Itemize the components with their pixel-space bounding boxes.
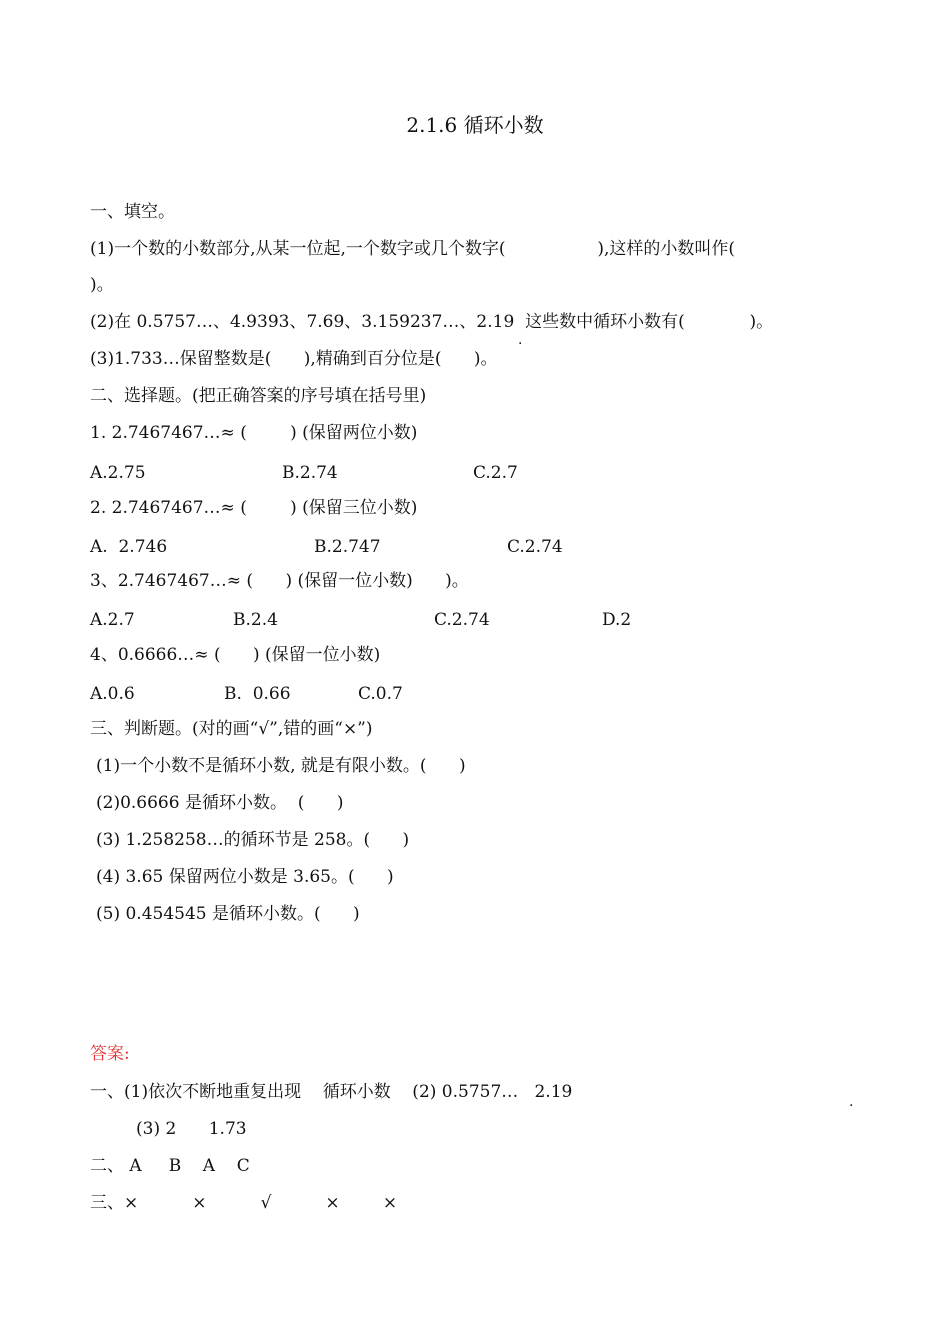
answer-section-1-line-1: 一、(1)依次不断地重复出现 循环小数 (2) 0.5757… 2.19 bbox=[90, 1082, 573, 1102]
answer-section-2: 二、 A B A C bbox=[90, 1156, 250, 1176]
s2-q1-option-b: B.2.74 bbox=[282, 463, 338, 483]
s2-q1-option-a: A.2.75 bbox=[90, 463, 146, 483]
s2-question-1: 1. 2.7467467…≈ ( ) (保留两位小数) bbox=[90, 423, 418, 443]
s3-item-5: (5) 0.454545 是循环小数。( ) bbox=[96, 904, 360, 924]
s1-question-1-line-1: (1)一个数的小数部分,从某一位起,一个数字或几个数字( ),这样的小数叫作( bbox=[90, 239, 736, 259]
s2-q4-option-c: C.0.7 bbox=[358, 684, 403, 704]
s2-q3-option-b: B.2.4 bbox=[233, 610, 278, 630]
s1-question-1-line-2: )。 bbox=[90, 275, 114, 295]
stray-dot-mark: . bbox=[849, 1094, 854, 1110]
s2-q4-option-a: A.0.6 bbox=[90, 684, 135, 704]
s2-q3-option-a: A.2.7 bbox=[90, 610, 135, 630]
s1-question-3: (3)1.733…保留整数是( ),精确到百分位是( )。 bbox=[90, 349, 498, 369]
s2-q4-option-b: B. 0.66 bbox=[224, 684, 291, 704]
s2-question-4: 4、0.6666…≈ ( ) (保留一位小数) bbox=[90, 645, 381, 665]
s2-question-3: 3、2.7467467…≈ ( ) (保留一位小数) )。 bbox=[90, 571, 469, 591]
s3-item-3: (3) 1.258258…的循环节是 258。( ) bbox=[96, 830, 410, 850]
s2-q3-option-c: C.2.74 bbox=[434, 610, 490, 630]
s2-q2-option-c: C.2.74 bbox=[507, 537, 563, 557]
s3-item-1: (1)一个小数不是循环小数, 就是有限小数。( ) bbox=[96, 756, 466, 776]
section-3-heading: 三、判断题。(对的画“√”,错的画“×”) bbox=[90, 719, 373, 739]
s3-item-2: (2)0.6666 是循环小数。 ( ) bbox=[96, 793, 344, 813]
s3-item-4: (4) 3.65 保留两位小数是 3.65。( ) bbox=[96, 867, 394, 887]
page-title: 2.1.6 循环小数 bbox=[406, 113, 544, 137]
answers-heading: 答案: bbox=[90, 1044, 130, 1064]
s2-q2-option-b: B.2.747 bbox=[314, 537, 381, 557]
answer-section-1-line-2: (3) 2 1.73 bbox=[136, 1119, 247, 1139]
s2-q1-option-c: C.2.7 bbox=[473, 463, 518, 483]
s1-question-2: (2)在 0.5757…、4.9393、7.69、3.159237…、2.19 这些数中循环小数有( )。 bbox=[90, 312, 774, 332]
repeating-dot-mark: · bbox=[518, 336, 523, 352]
s2-q3-option-d: D.2 bbox=[602, 610, 632, 630]
section-2-heading: 二、选择题。(把正确答案的序号填在括号里) bbox=[90, 386, 427, 406]
section-1-heading: 一、填空。 bbox=[90, 202, 175, 222]
s2-q2-option-a: A. 2.746 bbox=[90, 537, 168, 557]
answer-section-3: 三、× × √ × × bbox=[90, 1193, 398, 1213]
s2-question-2: 2. 2.7467467…≈ ( ) (保留三位小数) bbox=[90, 498, 418, 518]
